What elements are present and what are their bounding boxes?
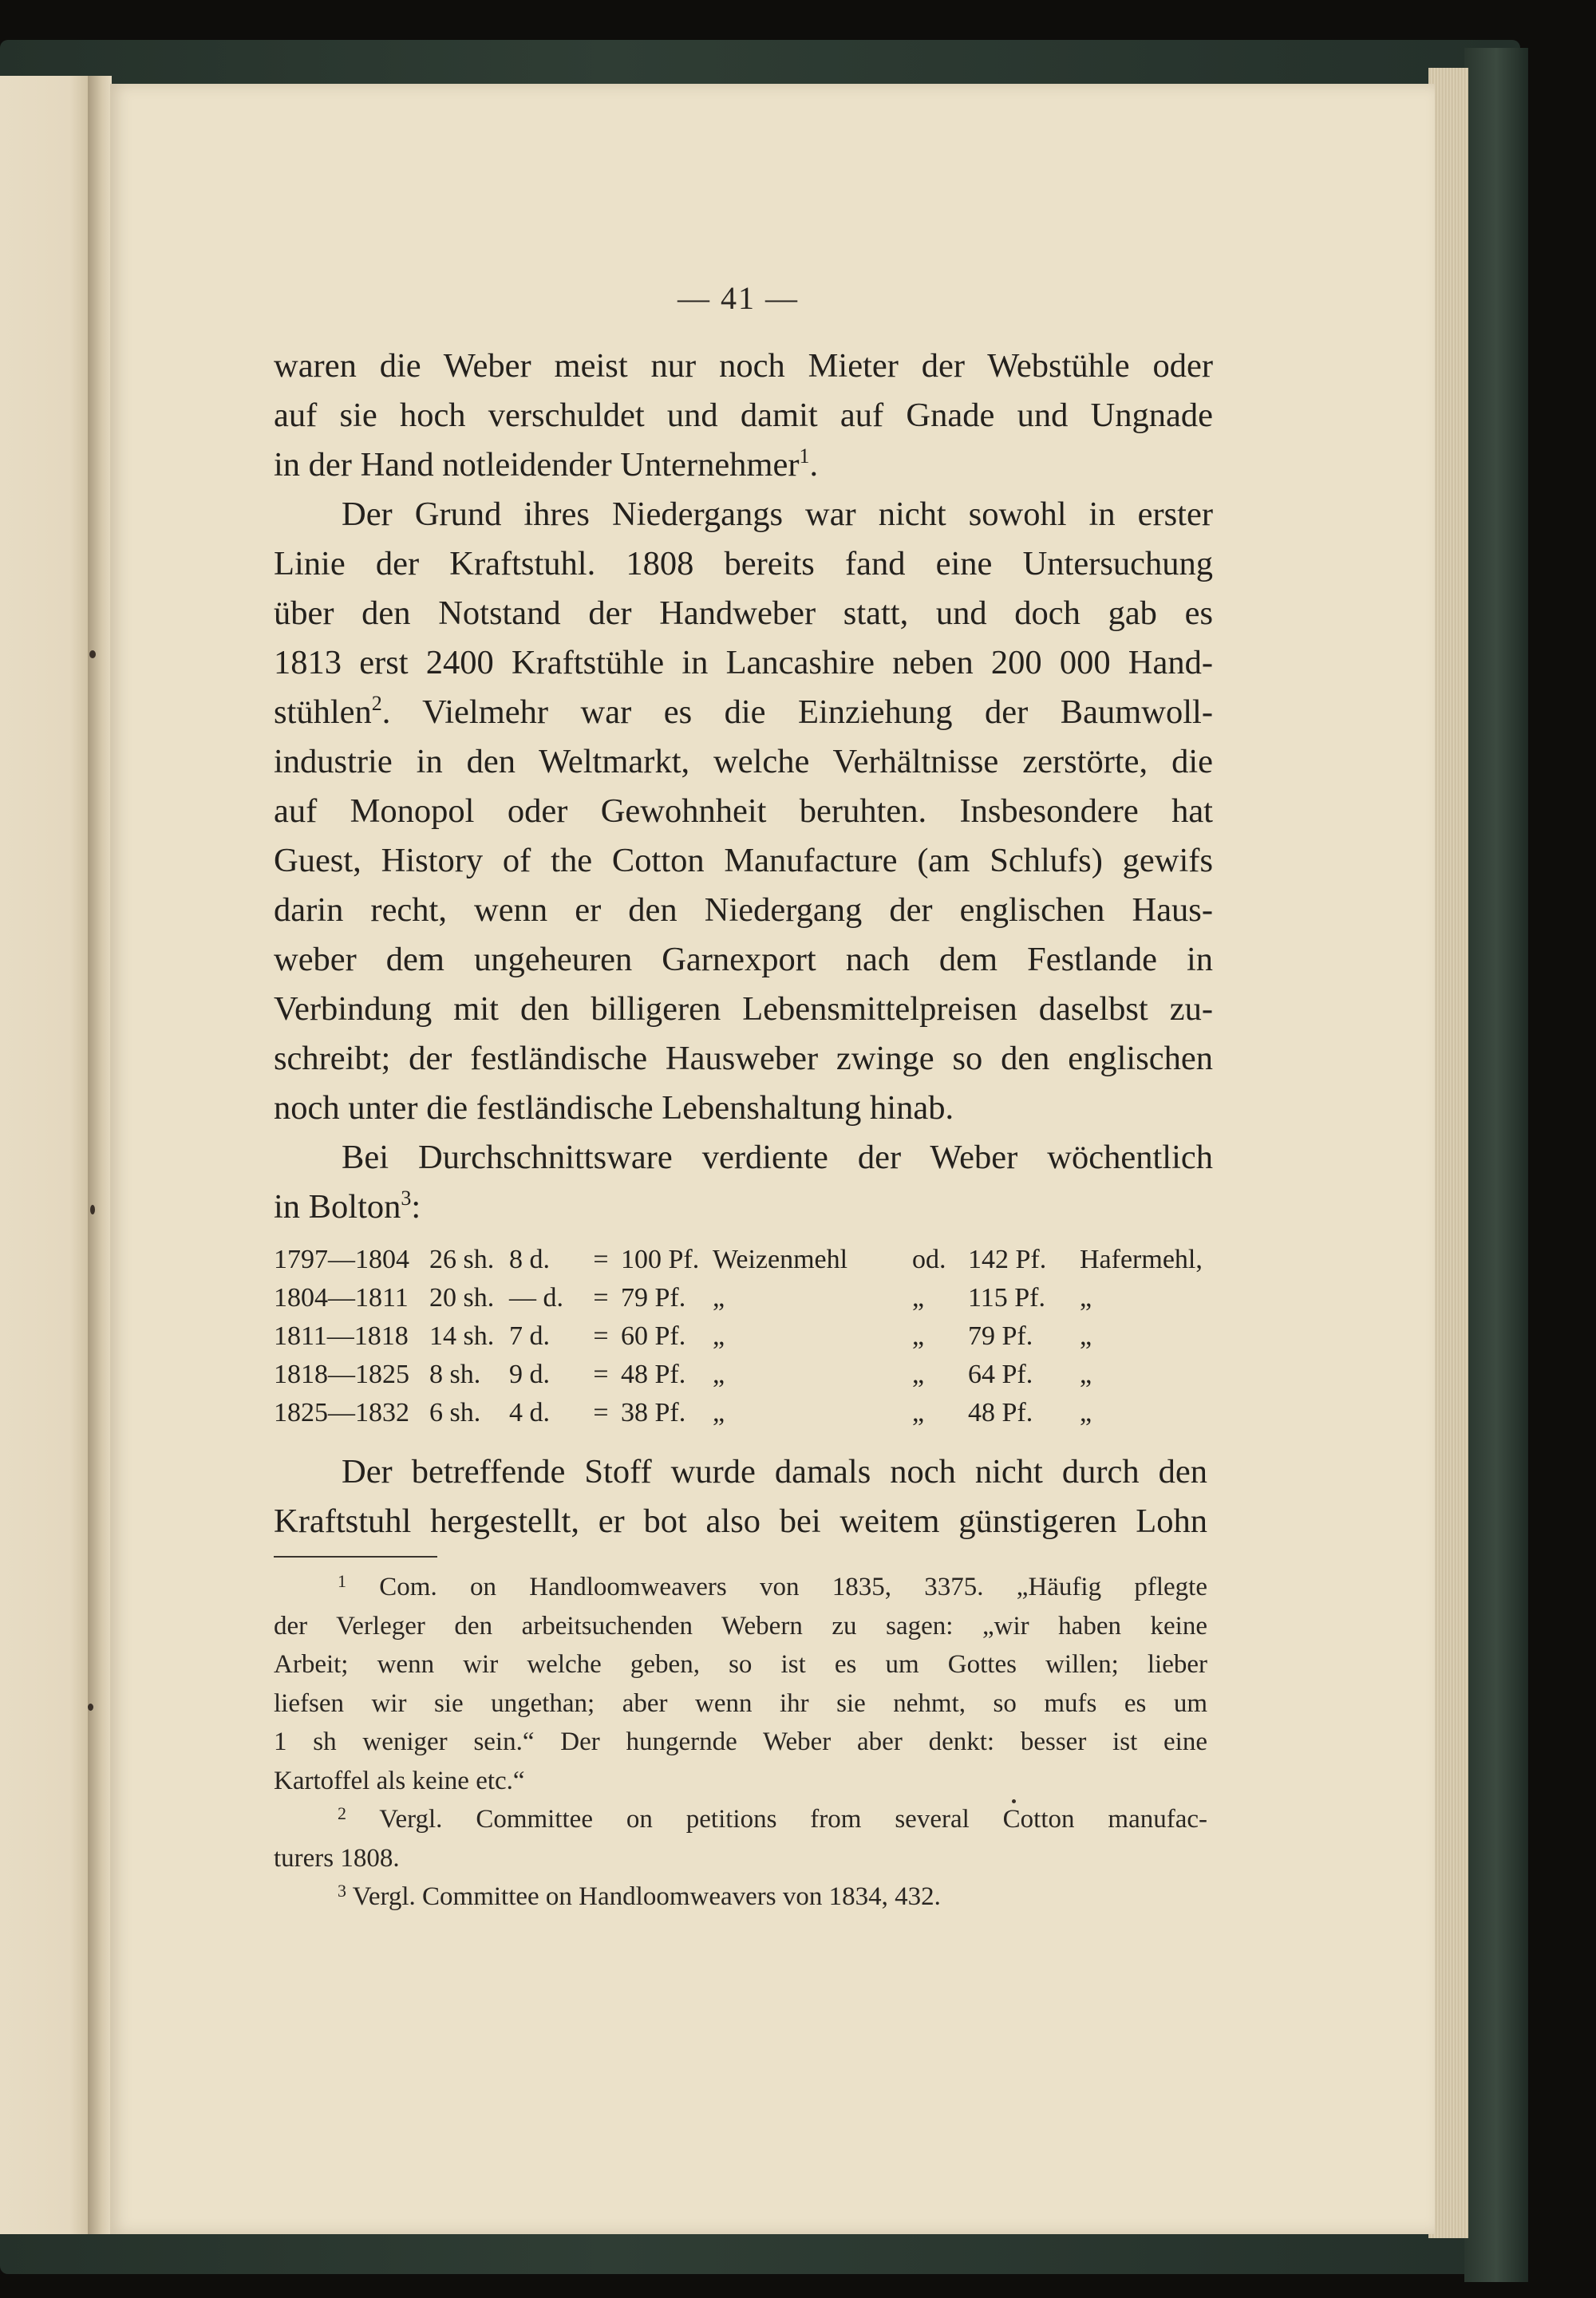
- text-line: Bei Durchschnittsware verdiente der Weber wöchentlich: [342, 1139, 1213, 1176]
- text-line: industrie in den Weltmarkt, welche Verhältnisse zerstörte, die: [274, 743, 1213, 780]
- table-row: [274, 1241, 1231, 1279]
- table-cell-grain2: „: [1080, 1360, 1092, 1389]
- text-line: 1813 erst 2400 Kraftstühle in Lancashire neben 200 000 Hand-: [274, 644, 1213, 681]
- footnote-line: [274, 1607, 1207, 1646]
- table-cell-eq: =: [593, 1360, 609, 1389]
- text-line: über den Notstand der Handweber statt, und doch gab es: [274, 594, 1213, 632]
- text-fragment: .: [809, 446, 819, 484]
- text-fragment: in der Hand notleidender Unternehmer: [274, 446, 800, 484]
- table-cell-eq: =: [593, 1398, 609, 1427]
- table-cell-od: od.: [912, 1245, 946, 1274]
- table-cell-pf: 79 Pf.: [621, 1283, 686, 1313]
- table-cell-grain2: Hafermehl,: [1080, 1245, 1203, 1274]
- table-cell-d: — d.: [509, 1283, 563, 1313]
- table-cell-grain: „: [713, 1398, 725, 1427]
- table-cell-pf: 38 Pf.: [621, 1398, 686, 1427]
- wage-table: [274, 1241, 1231, 1432]
- paper-speck: [88, 1704, 93, 1711]
- wage-table-body: [274, 1241, 1231, 1432]
- footnote-text: Vergl. Committee on petitions from several Cotton manufac-: [379, 1805, 1207, 1834]
- table-row: [274, 1394, 1231, 1432]
- text-line: Verbindung mit den billigeren Lebensmittelpreisen daselbst zu-: [274, 990, 1213, 1028]
- text-line: Der Grund ihres Niedergangs war nicht sowohl in erster: [342, 496, 1213, 533]
- text-fragment: in Bolton: [274, 1188, 401, 1226]
- table-row: [274, 1317, 1231, 1356]
- text-line: weber dem ungeheuren Garnexport nach dem Festlande in: [274, 941, 1213, 978]
- table-cell-sh: 14 sh.: [429, 1321, 495, 1351]
- table-cell-grain2: „: [1080, 1321, 1092, 1351]
- text-line: darin recht, wenn er den Niedergang der englischen Haus-: [274, 891, 1213, 929]
- table-cell-grain2: „: [1080, 1283, 1092, 1313]
- table-cell-d: 9 d.: [509, 1360, 550, 1389]
- table-cell-grain2: „: [1080, 1398, 1092, 1427]
- footnote-text: 1 sh weniger sein.“ Der hungernde Weber aber denkt: besser ist eine: [274, 1727, 1207, 1756]
- table-cell-eq: =: [593, 1283, 609, 1313]
- footnotes: [274, 1568, 1207, 1917]
- table-cell-od: „: [912, 1360, 925, 1389]
- text-line: [274, 1183, 1213, 1232]
- table-cell-pf2: 48 Pf.: [968, 1398, 1033, 1427]
- table-cell-grain: „: [713, 1321, 725, 1351]
- table-cell-pf2: 142 Pf.: [968, 1245, 1047, 1274]
- table-cell-eq: =: [593, 1245, 609, 1274]
- paper-speck: [90, 1205, 95, 1214]
- left-page-sliver: [0, 76, 100, 2234]
- cover-right-edge: [1464, 48, 1528, 2282]
- footnote-text: Vergl. Committee on Handloomweavers von 1834, 432.: [352, 1882, 941, 1911]
- footnote-ref: 1: [799, 444, 810, 468]
- text-line: Kraftstuhl hergestellt, er bot also bei weitem günstigeren Lohn: [274, 1502, 1207, 1540]
- text-fragment: . Vielmehr war es die Einziehung der Baumwoll-: [381, 693, 1213, 731]
- text-line: [274, 440, 1213, 490]
- text-fragment: :: [411, 1188, 421, 1226]
- text-line: schreibt; der festländische Hausweber zwinge so den englischen: [274, 1040, 1213, 1077]
- table-cell-sh: 26 sh.: [429, 1245, 495, 1274]
- table-cell-grain: Weizenmehl: [713, 1245, 848, 1274]
- table-cell-od: „: [912, 1283, 925, 1313]
- paper-speck: [1012, 1799, 1016, 1803]
- table-cell-eq: =: [593, 1321, 609, 1351]
- table-cell-pf: 60 Pf.: [621, 1321, 686, 1351]
- footnote-line: [274, 1684, 1207, 1724]
- table-cell-years: 1825—1832: [274, 1398, 409, 1427]
- footnote-rule: [274, 1556, 437, 1558]
- footnote-mark: 1: [338, 1571, 346, 1591]
- text-line: auf Monopol oder Gewohnheit beruhten. Insbesondere hat: [274, 792, 1213, 830]
- table-cell-od: „: [912, 1398, 925, 1427]
- footnote-text: liefsen wir sie ungethan; aber wenn ihr sie nehmt, so mufs es um: [274, 1688, 1207, 1718]
- table-cell-years: 1818—1825: [274, 1360, 409, 1389]
- table-cell-pf: 100 Pf.: [621, 1245, 700, 1274]
- text-line: Der betreffende Stoff wurde damals noch nicht durch den: [342, 1453, 1207, 1491]
- table-cell-pf2: 115 Pf.: [968, 1283, 1045, 1313]
- text-fragment: stühlen: [274, 693, 372, 731]
- table-cell-years: 1797—1804: [274, 1245, 409, 1274]
- footnote-ref: 3: [401, 1187, 412, 1210]
- page-number: — 41 —: [678, 280, 799, 316]
- table-cell-sh: 6 sh.: [429, 1398, 481, 1427]
- text-line: Linie der Kraftstuhl. 1808 bereits fand eine Untersuchung: [274, 545, 1213, 582]
- closing-text: [274, 1447, 1207, 1546]
- footnote-line: [274, 1877, 1207, 1917]
- table-cell-d: 4 d.: [509, 1398, 550, 1427]
- table-cell-pf2: 64 Pf.: [968, 1360, 1033, 1389]
- footnote-text: Com. on Handloomweavers von 1835, 3375. „Häufig pflegte: [379, 1573, 1207, 1601]
- text-line: [274, 688, 1213, 737]
- footnote-line: [274, 1568, 1207, 1607]
- table-cell-grain: „: [713, 1283, 725, 1313]
- footnote-ref: 2: [371, 692, 382, 715]
- book-gutter: [88, 76, 112, 2234]
- footnote-line: [274, 1839, 1207, 1878]
- table-cell-pf2: 79 Pf.: [968, 1321, 1033, 1351]
- text-line: waren die Weber meist nur noch Mieter der Webstühle oder: [274, 347, 1213, 385]
- text-line: noch unter die festländische Lebenshaltung hinab.: [274, 1089, 954, 1127]
- paper-speck: [89, 650, 96, 658]
- footnote-line: [274, 1762, 1207, 1801]
- table-cell-sh: 20 sh.: [429, 1283, 495, 1313]
- footnote-line: [274, 1800, 1207, 1839]
- table-cell-grain: „: [713, 1360, 725, 1389]
- footnote-text: Kartoffel als keine etc.“: [274, 1766, 525, 1795]
- table-cell-years: 1804—1811: [274, 1283, 409, 1313]
- footnote-line: [274, 1723, 1207, 1762]
- table-cell-d: 8 d.: [509, 1245, 550, 1274]
- text-line: auf sie hoch verschuldet und damit auf Gnade und Ungnade: [274, 397, 1213, 434]
- table-row: [274, 1356, 1231, 1394]
- footnote-line: [274, 1645, 1207, 1684]
- table-row: [274, 1279, 1231, 1317]
- footnote-mark: 3: [338, 1881, 346, 1901]
- footnote-text: turers 1808.: [274, 1843, 400, 1873]
- footnote-mark: 2: [338, 1803, 346, 1823]
- table-cell-od: „: [912, 1321, 925, 1351]
- table-cell-sh: 8 sh.: [429, 1360, 481, 1389]
- text-line: Guest, History of the Cotton Manufacture (am Schlufs) gewifs: [274, 842, 1213, 879]
- table-cell-years: 1811—1818: [274, 1321, 409, 1351]
- footnote-text: Arbeit; wenn wir welche geben, so ist es um Gottes willen; lieber: [274, 1650, 1207, 1679]
- main-text: [274, 342, 1213, 1232]
- table-cell-pf: 48 Pf.: [621, 1360, 686, 1389]
- footnote-text: der Verleger den arbeitsuchenden Webern zu sagen: „wir haben keine: [274, 1611, 1207, 1641]
- table-cell-d: 7 d.: [509, 1321, 550, 1351]
